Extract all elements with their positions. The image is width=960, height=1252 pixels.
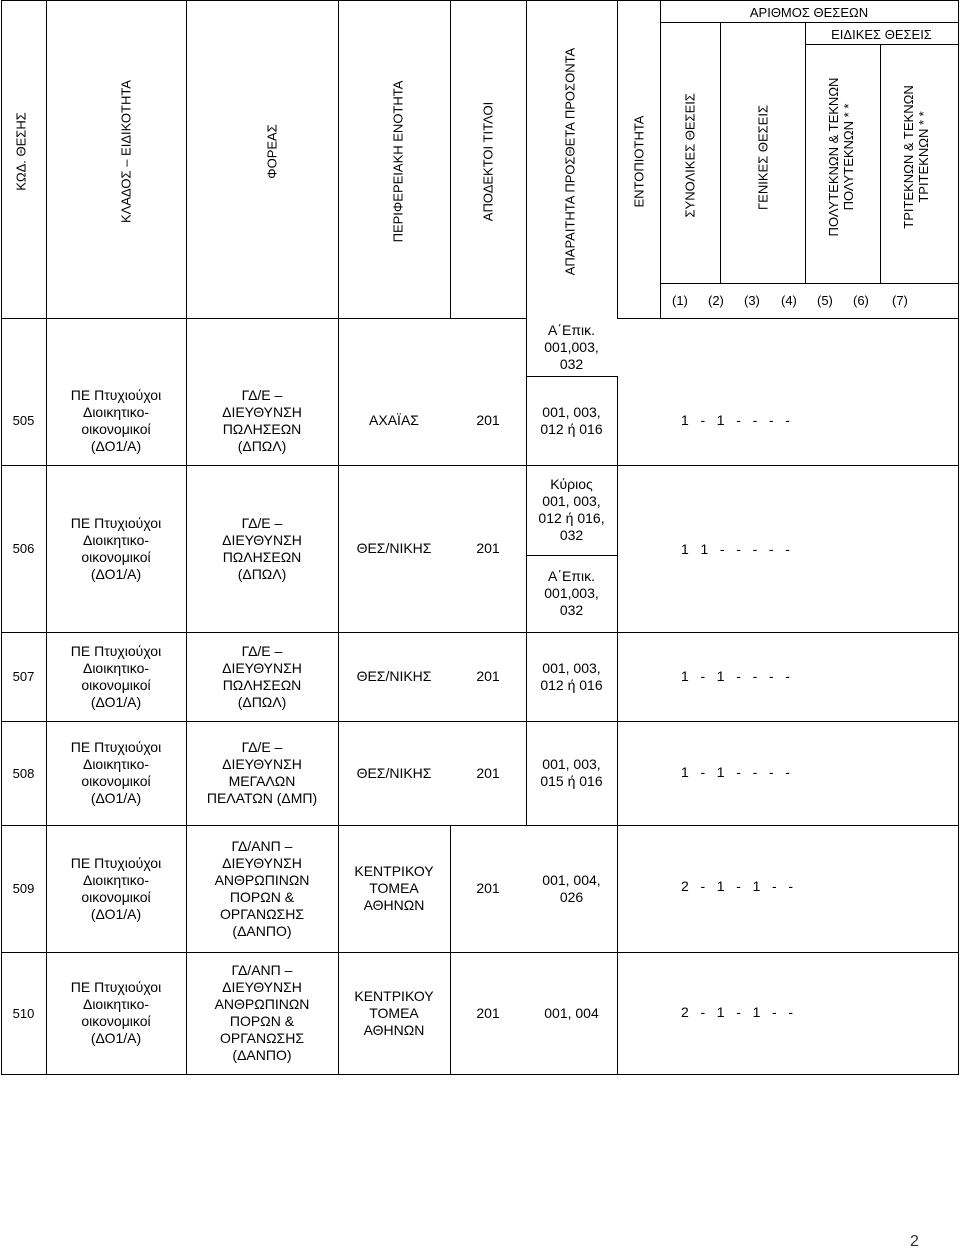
row-required-main: 001, 003, 012 ή 016: [540, 659, 603, 693]
row-region: ΚΕΝΤΡΙΚΟΥ ΤΟΜΕΑ ΑΘΗΝΩΝ: [354, 863, 434, 913]
row-position-counts: 1 1 - - - - -: [681, 541, 790, 557]
header-large-family: ΠΟΛΥΤΕΚΝΩΝ & ΤΕΚΝΩΝ ΠΟΛΥΤΕΚΝΩΝ * *: [826, 77, 856, 237]
row-required-main: 001, 003, 015 ή 016: [540, 756, 603, 789]
row-position-counts: 2 - 1 - 1 - -: [681, 1004, 794, 1020]
row-titles: 201: [476, 540, 500, 556]
header-group-special: ΕΙΔΙΚΕΣ ΘΕΣΕΙΣ: [831, 27, 932, 42]
row-branch: ΠΕ Πτυχιούχοι Διοικητικο- οικονομικοί (ΔΟ1/Α): [70, 854, 162, 922]
col-num-6: (6): [853, 293, 869, 308]
row-position-counts: 2 - 1 - 1 - -: [681, 878, 794, 894]
page-number: 2: [910, 1233, 919, 1250]
header-agency: ΦΟΡΕΑΣ: [264, 124, 280, 179]
row-agency: ΓΔ/Ε – ΔΙΕΥΘΥΝΣΗ ΠΩΛΗΣΕΩΝ (ΔΠΩΛ): [222, 514, 302, 582]
row-required-main: Κύριος 001, 003, 012 ή 016, 032: [538, 476, 605, 543]
col-num-2: (2): [708, 293, 724, 308]
header-required: ΑΠΑΡΑΙΤΗΤΑ ΠΡΟΣΘΕΤΑ ΠΡΟΣΟΝΤΑ: [562, 47, 578, 276]
header-region: ΠΕΡΙΦΕΡΕΙΑΚΗ ΕΝΟΤΗΤΑ: [390, 80, 406, 243]
col-num-5: (5): [817, 293, 833, 308]
header-total: ΣΥΝΟΛΙΚΕΣ ΘΕΣΕΙΣ: [682, 93, 698, 218]
row-branch: ΠΕ Πτυχιούχοι Διοικητικο- οικονομικοί (ΔΟ1/Α): [70, 739, 162, 806]
row-position-counts: 1 - 1 - - - -: [681, 412, 790, 428]
row-region: ΘΕΣ/ΝΙΚΗΣ: [356, 764, 432, 781]
header-branch: ΚΛΑΔΟΣ – ΕΙΔΙΚΟΤΗΤΑ: [118, 80, 134, 223]
row-region: ΑΧΑΪΑΣ: [369, 412, 419, 428]
row-code: 507: [12, 669, 35, 684]
row-required-secondary: Α΄Επικ. 001,003, 032: [544, 321, 599, 372]
row-branch: ΠΕ Πτυχιούχοι Διοικητικο- οικονομικοί (ΔΟ1/Α): [70, 386, 162, 454]
row-required-main: 001, 004: [544, 1004, 599, 1021]
row-position-counts: 1 - 1 - - - -: [681, 764, 790, 780]
row-code: 506: [12, 541, 35, 556]
row-titles: 201: [476, 880, 500, 896]
header-code: ΚΩΔ. ΘΕΣΗΣ: [13, 112, 29, 191]
row-code: 505: [12, 413, 35, 428]
row-agency: ΓΔ/ΑΝΠ – ΔΙΕΥΘΥΝΣΗ ΑΝΘΡΩΠΙΝΩΝ ΠΟΡΩΝ & ΟΡΓΑΝΩΣΗΣ (ΔΑΝΠΟ): [214, 962, 310, 1063]
row-titles: 201: [476, 412, 500, 428]
row-required-secondary: Α΄Επικ. 001,003, 032: [544, 568, 599, 618]
row-agency: ΓΔ/Ε – ΔΙΕΥΘΥΝΣΗ ΜΕΓΑΛΩΝ ΠΕΛΑΤΩΝ (ΔΜΠ): [206, 739, 318, 806]
row-branch: ΠΕ Πτυχιούχοι Διοικητικο- οικονομικοί (ΔΟ1/Α): [70, 514, 162, 582]
header-three-children: ΤΡΙΤΕΚΝΩΝ & ΤΕΚΝΩΝ ΤΡΙΤΕΚΝΩΝ * *: [901, 85, 931, 229]
col-num-4: (4): [781, 293, 797, 308]
header-general: ΓΕΝΙΚΕΣ ΘΕΣΕΙΣ: [755, 105, 771, 210]
row-branch: ΠΕ Πτυχιούχοι Διοικητικο- οικονομικοί (ΔΟ1/Α): [70, 642, 162, 710]
row-code: 510: [12, 1005, 35, 1021]
row-titles: 201: [476, 668, 500, 684]
row-position-counts: 1 - 1 - - - -: [681, 668, 790, 684]
row-titles: 201: [476, 764, 500, 781]
col-num-3: (3): [744, 293, 760, 308]
col-num-7: (7): [892, 293, 908, 308]
col-num-1: (1): [672, 293, 688, 308]
header-titles: ΑΠΟΔΕΚΤΟΙ ΤΙΤΛΟΙ: [480, 101, 496, 222]
row-region: ΘΕΣ/ΝΙΚΗΣ: [356, 668, 432, 684]
row-titles: 201: [476, 1004, 500, 1021]
header-group-positions: ΑΡΙΘΜΟΣ ΘΕΣΕΩΝ: [749, 5, 869, 20]
row-branch: ΠΕ Πτυχιούχοι Διοικητικο- οικονομικοί (ΔΟ1/Α): [70, 979, 162, 1046]
row-code: 508: [12, 765, 35, 781]
row-region: ΘΕΣ/ΝΙΚΗΣ: [356, 540, 432, 556]
row-agency: ΓΔ/ΑΝΠ – ΔΙΕΥΘΥΝΣΗ ΑΝΘΡΩΠΙΝΩΝ ΠΟΡΩΝ & ΟΡΓΑΝΩΣΗΣ (ΔΑΝΠΟ): [214, 837, 310, 939]
row-required-main: 001, 003, 012 ή 016: [540, 403, 603, 437]
row-code: 509: [12, 881, 35, 896]
row-required-main: 001, 004, 026: [542, 871, 601, 905]
row-agency: ΓΔ/Ε – ΔΙΕΥΘΥΝΣΗ ΠΩΛΗΣΕΩΝ (ΔΠΩΛ): [222, 642, 302, 710]
header-location: ΕΝΤΟΠΙΟΤΗΤΑ: [631, 115, 647, 208]
row-region: ΚΕΝΤΡΙΚΟΥ ΤΟΜΕΑ ΑΘΗΝΩΝ: [354, 987, 434, 1038]
row-agency: ΓΔ/Ε – ΔΙΕΥΘΥΝΣΗ ΠΩΛΗΣΕΩΝ (ΔΠΩΛ): [222, 386, 302, 454]
